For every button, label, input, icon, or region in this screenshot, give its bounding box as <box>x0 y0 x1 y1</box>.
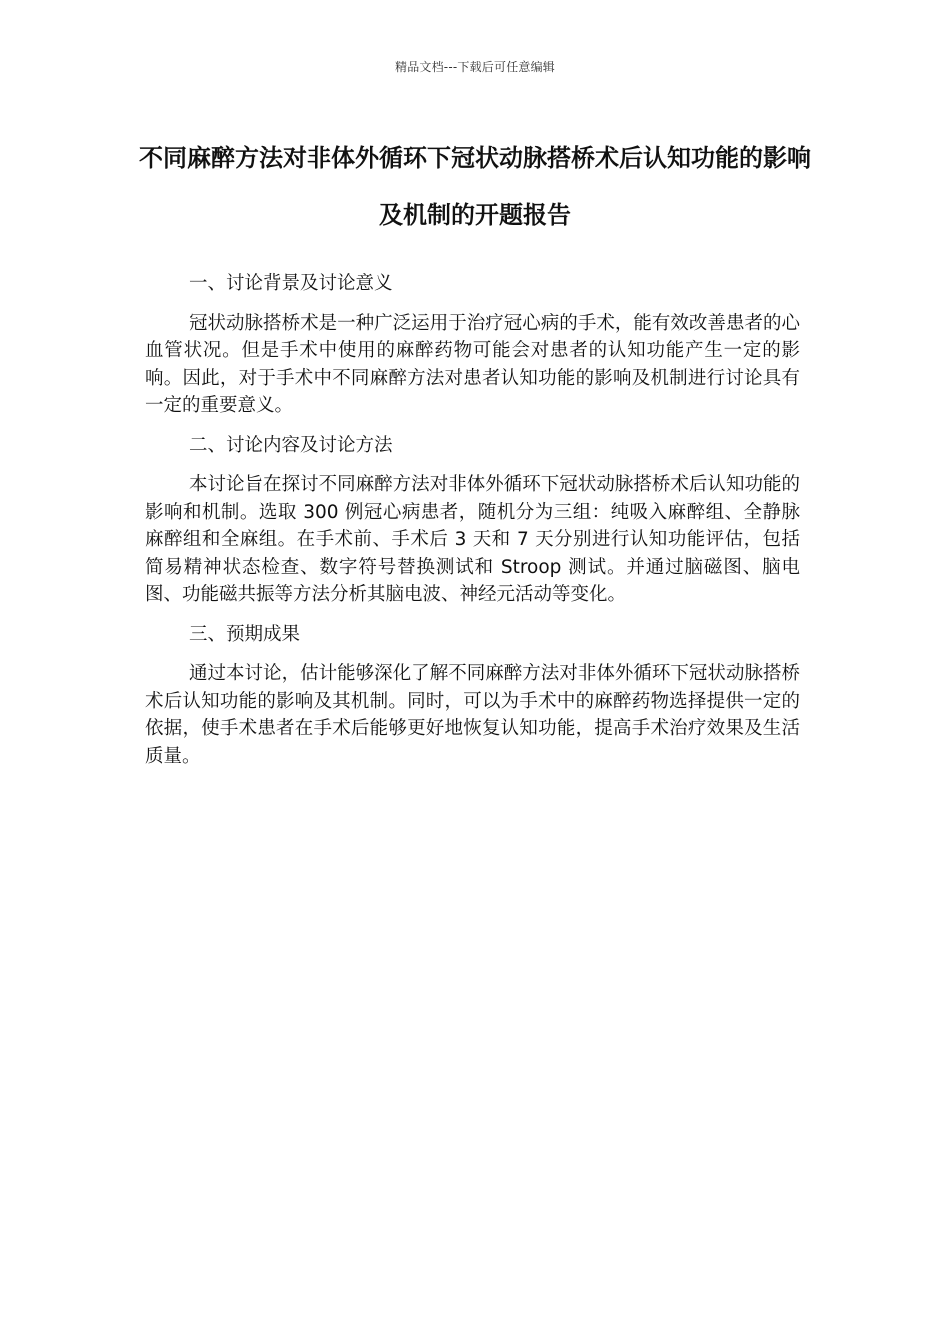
document-body <box>145 270 800 782</box>
section-heading: 二、讨论内容及讨论方法 <box>189 434 393 456</box>
section-background <box>145 270 800 420</box>
page-header: 精品文档---下载后可任意编辑 <box>395 60 555 74</box>
section-expected-results <box>145 621 800 771</box>
section-heading: 一、讨论背景及讨论意义 <box>189 273 393 294</box>
section-paragraph: 本讨论旨在探讨不同麻醉方法对非体外循环下冠状动脉搭桥术后认知功能的影响和机制。选取 300 例冠心病患者，随机分为三组：纯吸入麻醉组、全静脉麻醉组和全麻组。在手术前、手术后 3 天和 7 天分别进行认知功能评估，包括简易精神状态检查、数字符号替换测试和 Stroop 测试。并通过脑磁图、脑电图、功能磁共振等方法分析其脑电波、神经元活动等变化。 <box>145 474 800 605</box>
section-heading: 三、预期成果 <box>189 623 301 645</box>
section-content-methods <box>145 432 800 609</box>
section-paragraph: 通过本讨论，估计能够深化了解不同麻醉方法对非体外循环下冠状动脉搭桥术后认知功能的影响及其机制。同时，可以为手术中的麻醉药物选择提供一定的依据，使手术患者在手术后能够更好地恢复认知功能，提高手术治疗效果及生活质量。 <box>145 663 800 767</box>
section-paragraph: 冠状动脉搭桥术是一种广泛运用于治疗冠心病的手术，能有效改善患者的心血管状况。但是手术中使用的麻醉药物可能会对患者的认知功能产生一定的影响。因此，对于手术中不同麻醉方法对患者认知功能的影响及机制进行讨论具有一定的重要意义。 <box>145 312 800 416</box>
document-title: 不同麻醉方法对非体外循环下冠状动脉搭桥术后认知功能的影响及机制的开题报告 <box>139 144 811 229</box>
